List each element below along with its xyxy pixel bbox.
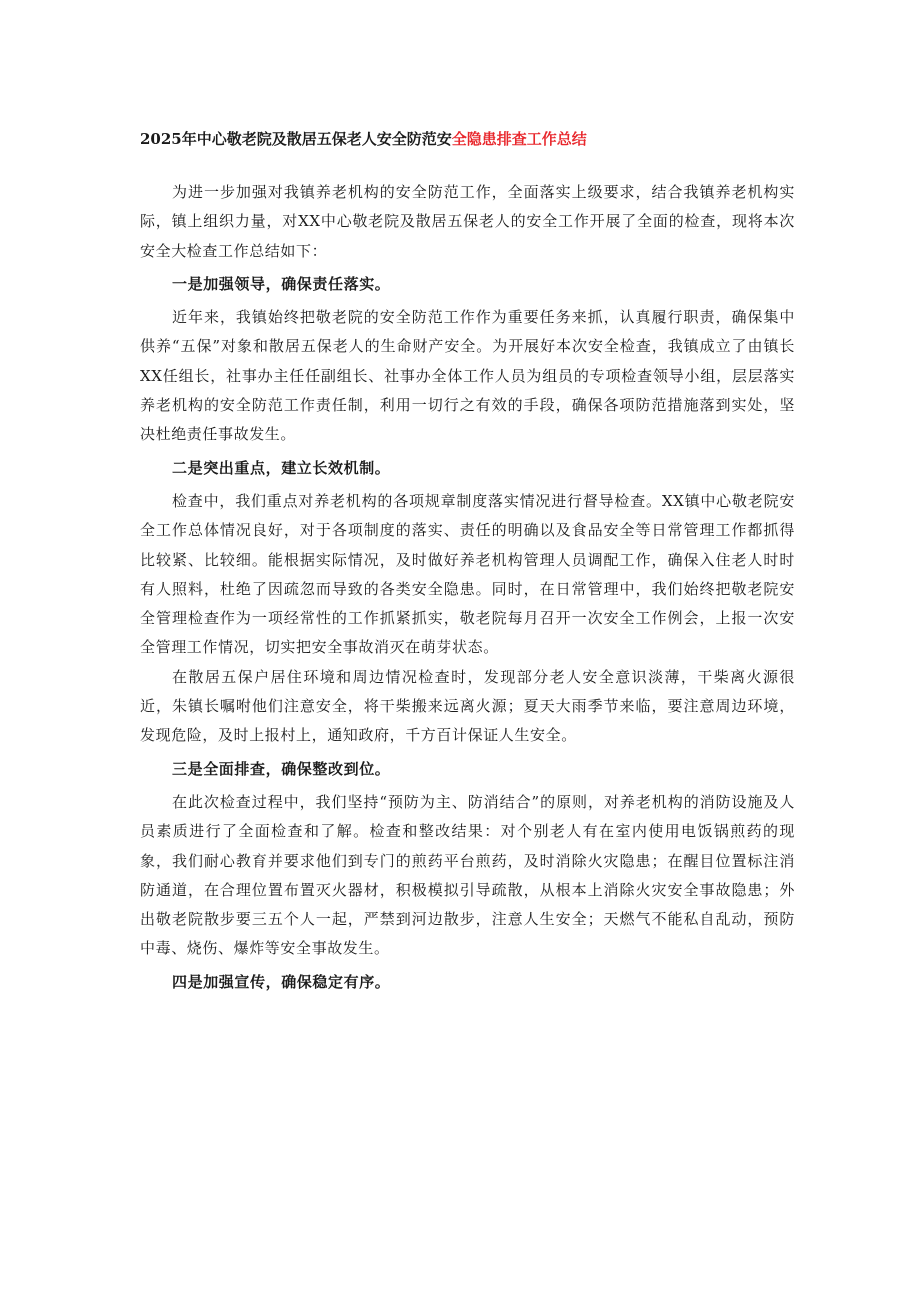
- section-heading-1: 一是加强领导，确保责任落实。: [172, 274, 391, 293]
- section-heading-3: 三是全面排查，确保整改到位。: [172, 759, 391, 778]
- section-3-paragraph: 在此次检查过程中，我们坚持“预防为主、防消结合”的原则，对养老机构的消防设施及人员素质进行了全面检查和了解。检查和整改结果：对个别老人有在室内使用电饭锅煎药的现象，我们耐心教育并要求他们到专门的煎药平台煎药，及时消除火灾隐患；在醒目位置标注消防通道，在合理位置布置灭火器材，积极模拟引导疏散，从根本上消除火灾安全事故隐患；外出敬老院散步要三五个人一起，严禁到河边散步，注意人生安全；天燃气不能私自乱动，预防中毒、烧伤、爆炸等安全事故发生。: [140, 792, 795, 958]
- title-highlight-text: 全隐患排查工作总结: [451, 130, 587, 148]
- document-body: [140, 178, 795, 1001]
- section-heading-2: 二是突出重点，建立长效机制。: [172, 458, 391, 477]
- section-2-paragraph-1: 检查中，我们重点对养老机构的各项规章制度落实情况进行督导检查。XX镇中心敬老院安全工作总体情况良好，对于各项制度的落实、责任的明确以及食品安全等日常管理工作都抓得比较紧、比较细。能根据实际情况，及时做好养老机构管理人员调配工作，确保入住老人时时有人照料，杜绝了因疏忽而导致的各类安全隐患。同时，在日常管理中，我们始终把敬老院安全管理检查作为一项经常性的工作抓紧抓实，敬老院每月召开一次安全工作例会，上报一次安全管理工作情况，切实把安全事故消灭在萌芽状态。: [140, 491, 795, 657]
- title-main-text: 2025年中心敬老院及散居五保老人安全防范安: [140, 130, 452, 148]
- intro-paragraph: 为进一步加强对我镇养老机构的安全防范工作，全面落实上级要求，结合我镇养老机构实际，镇上组织力量，对XX中心敬老院及散居五保老人的安全工作开展了全面的检查，现将本次安全大检查工作总结如下：: [140, 183, 795, 260]
- document-title: [140, 128, 800, 150]
- section-1-paragraph: 近年来，我镇始终把敬老院的安全防范工作作为重要任务来抓，认真履行职责，确保集中供养“五保”对象和散居五保老人的生命财产安全。为开展好本次安全检查，我镇成立了由镇长XX任组长，社事办主任任副组长、社事办全体工作人员为组员的专项检查领导小组，层层落实养老机构的安全防范工作责任制，利用一切行之有效的手段，确保各项防范措施落到实处，坚决杜绝责任事故发生。: [140, 308, 795, 444]
- section-2-paragraph-2: 在散居五保户居住环境和周边情况检查时，发现部分老人安全意识淡薄，干柴离火源很近，朱镇长嘱咐他们注意安全，将干柴搬来远离火源；夏天大雨季节来临，要注意周边环境，发现危险，及时上报村上，通知政府，千方百计保证人生安全。: [140, 667, 795, 745]
- section-heading-4: 四是加强宣传，确保稳定有序。: [172, 972, 391, 991]
